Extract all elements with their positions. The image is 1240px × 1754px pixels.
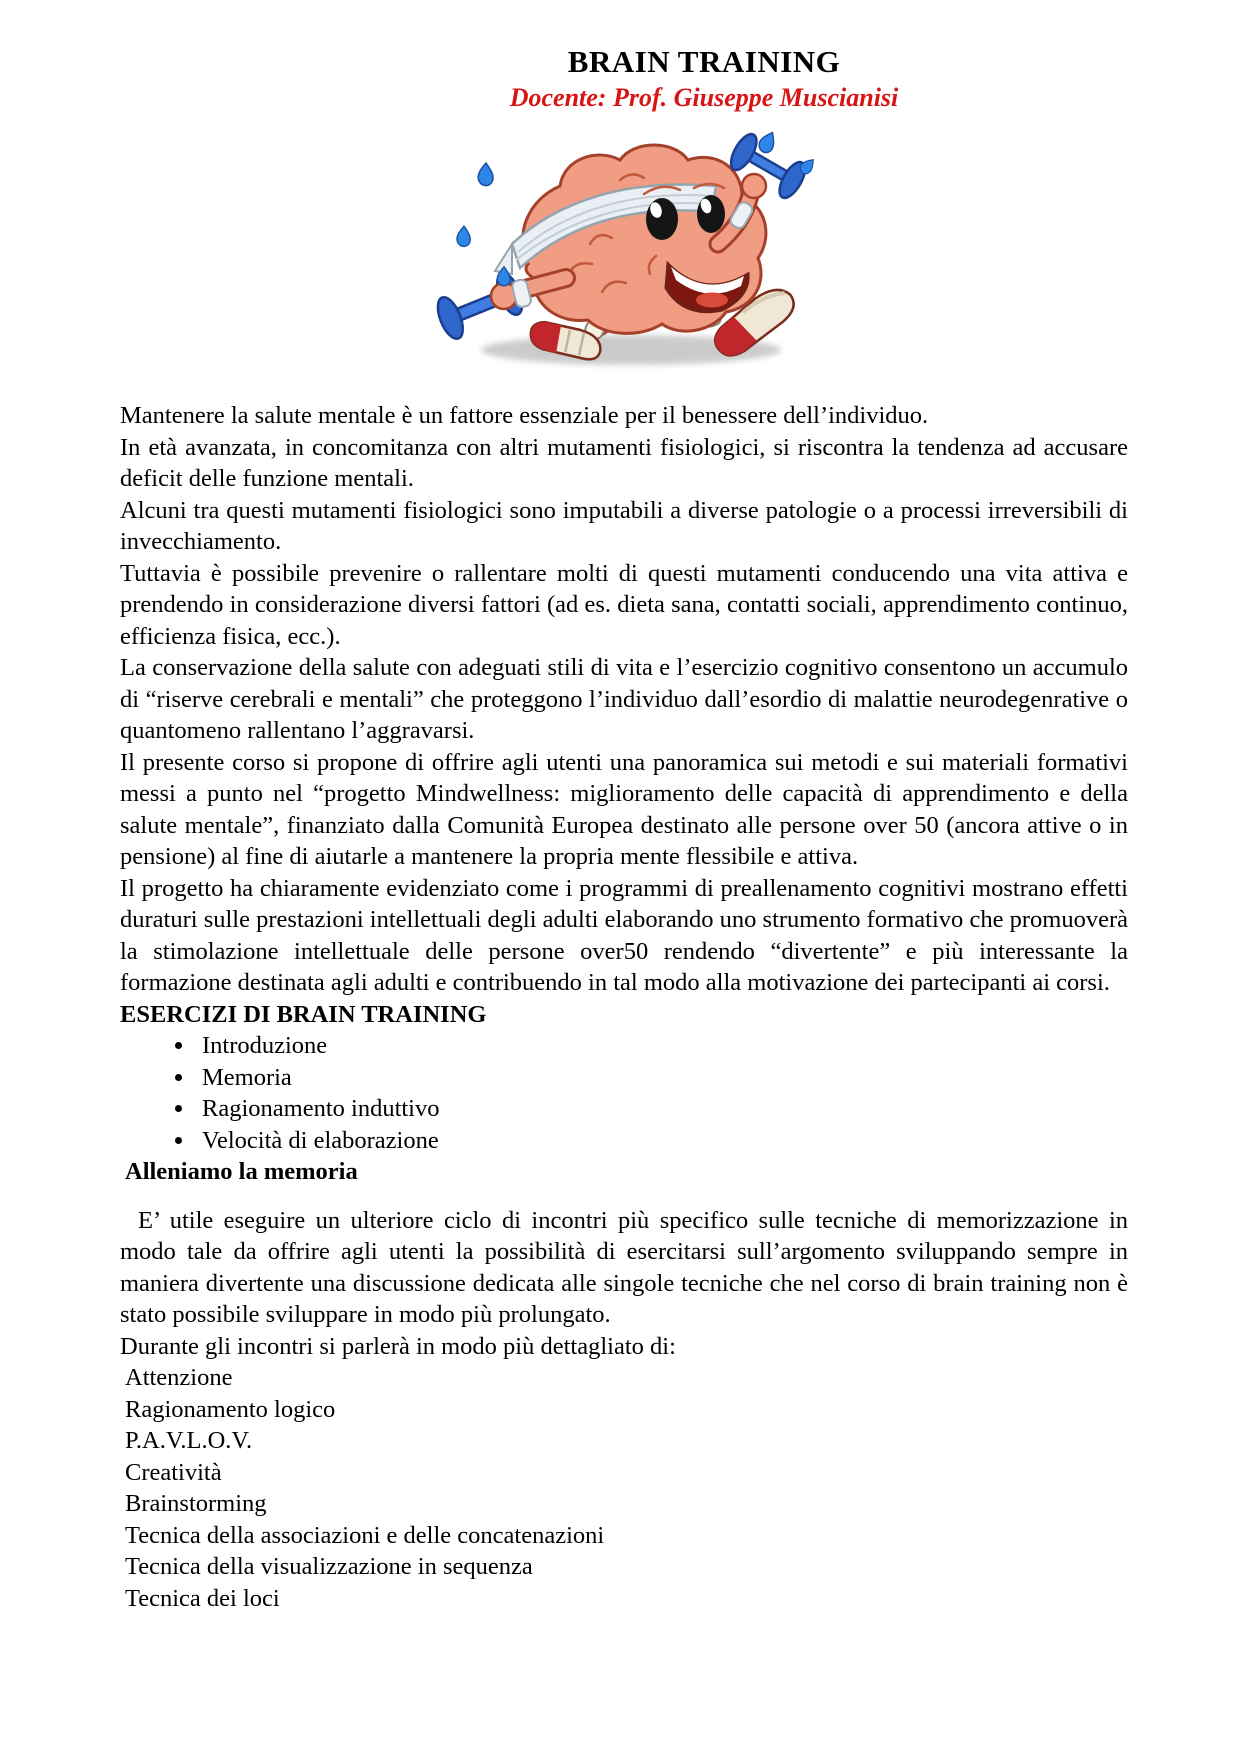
topic-item: Tecnica della visualizzazione in sequenza [125, 1553, 533, 1580]
topics-intro: Durante gli incontri si parlerà in modo più dettagliato di: [120, 1332, 676, 1360]
exercise-item: • Introduzione [196, 1030, 1128, 1062]
body-paragraph: Mantenere la salute mentale è un fattore essenziale per il benessere dell’individuo. [120, 402, 929, 429]
topic-item: Tecnica dei loci [125, 1584, 280, 1612]
topic-item: Brainstorming [125, 1490, 267, 1517]
right-eye [697, 195, 725, 233]
body-paragraph: Alcuni tra questi mutamenti fisiologici sono imputabili a diverse patologie o a processi irreversibili di invecchiamento. [120, 496, 1128, 555]
document-body [120, 400, 1128, 1614]
exercises-heading: ESERCIZI DI BRAIN TRAINING [120, 1000, 487, 1028]
exercise-item: • Ragionamento induttivo [196, 1093, 1128, 1125]
topic-item: Tecnica della associazioni e delle concatenazioni [125, 1521, 605, 1549]
docente-subtitle: Docente: Prof. Giuseppe Muscianisi [509, 83, 899, 112]
exercises-list [120, 1030, 1128, 1156]
page-title: BRAIN TRAINING [567, 44, 841, 79]
memory-heading: Alleniamo la memoria [125, 1158, 358, 1185]
body-paragraph: La conservazione della salute con adeguati stili di vita e l’esercizio cognitivo consentono un accumulo di “riserve cerebrali e mentali” che proteggono l’individuo dall’esordio di malattie neurodegenrative o quantomeno rallentano l’aggravarsi. [120, 654, 1128, 744]
body-paragraph: Il progetto ha chiaramente evidenziato come i programmi di preallenamento cognitivi mostrano effetti duraturi sulle prestazioni intellettuali degli adulti elaborando uno strumento formativo che promuoverà la stimolazione intellettuale delle persone over50 rendendo “divertente” e più interessante la formazione destinata agli adulti e contribuendo in tal modo alla motivazione dei partecipanti ai corsi. [120, 874, 1128, 996]
topic-item: Ragionamento logico [125, 1395, 336, 1423]
body-paragraph: Tuttavia è possibile prevenire o rallentare molti di questi mutamenti conducendo una vita attiva e prendendo in considerazione diversi fattori (ad es. dieta sana, contatti sociali, apprendimento continuo, efficienza fisica, ecc.). [120, 559, 1128, 650]
topic-item: Attenzione [125, 1364, 233, 1391]
brain-exercise-illustration [416, 116, 836, 376]
left-eye [646, 198, 678, 240]
topic-item: P.A.V.L.O.V. [125, 1427, 253, 1454]
memory-paragraph: E’ utile eseguire un ulteriore ciclo di incontri più specifico sulle tecniche di memorizzazione in modo tale da offrire agli utenti la possibilità di esercitarsi sull’argomento sviluppando sempre in maniera divertente una discussione dedicata alle singole tecniche che nel corso di brain training non è stato possibile sviluppare in modo più prolungato. [120, 1206, 1128, 1328]
body-paragraph: Il presente corso si propone di offrire agli utenti una panoramica sui metodi e sui materiali formativi messi a punto nel “progetto Mindwellness: miglioramento delle capacità di apprendimento e della salute mentale”, finanziato dalla Comunità Europea destinato alle persone over 50 (ancora attive o in pensione) al fine di aiutarle a mantenere la propria mente flessibile e attiva. [120, 748, 1128, 870]
topic-item: Creatività [125, 1458, 222, 1486]
exercise-item: • Memoria [196, 1062, 1128, 1094]
body-paragraph: In età avanzata, in concomitanza con altri mutamenti fisiologici, si riscontra la tendenza ad accusare deficit delle funzione mentali. [120, 433, 1128, 492]
exercise-item: • Velocità di elaborazione [196, 1125, 1128, 1157]
